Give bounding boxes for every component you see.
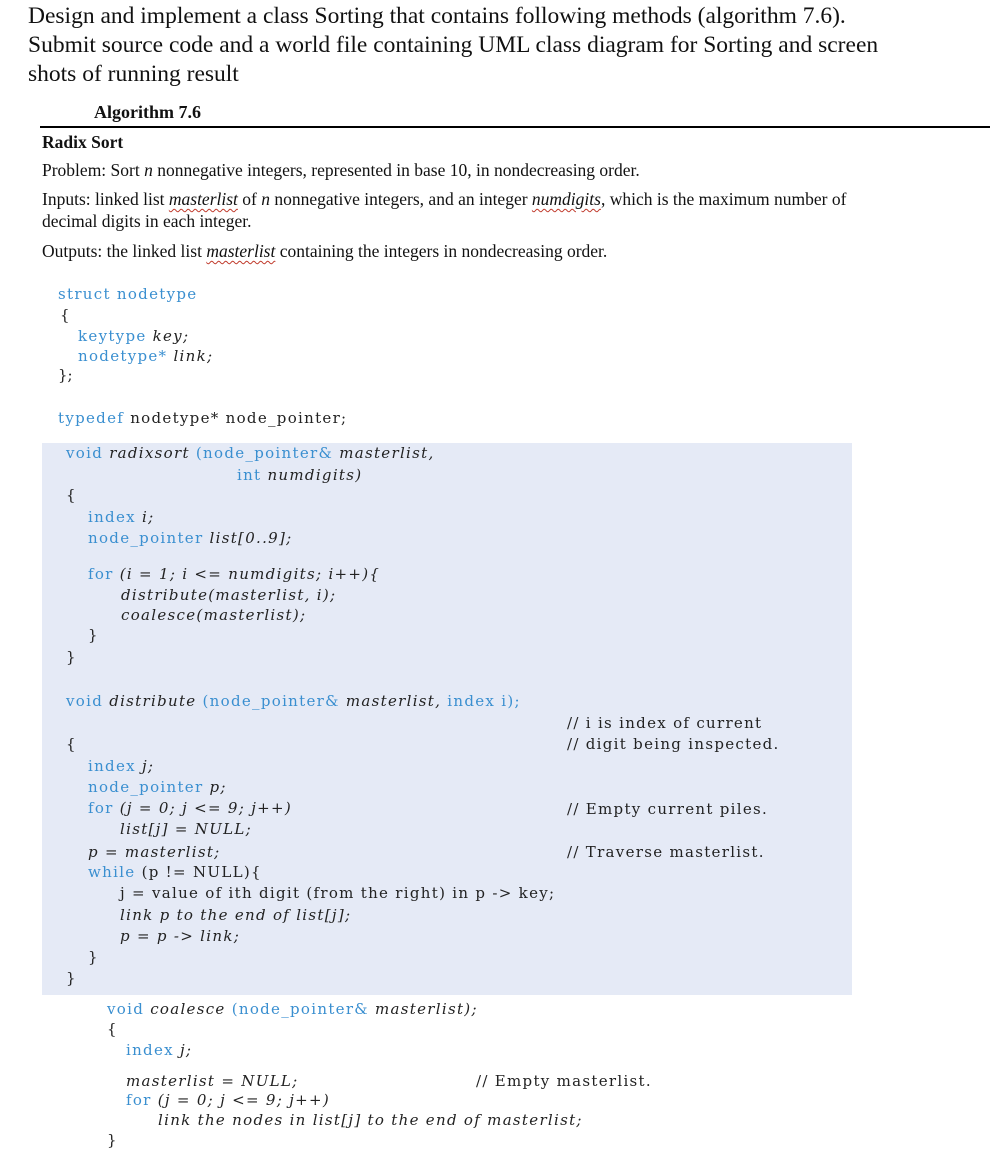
code-line: link the nodes in list[j] to the end of masterlist;	[158, 1111, 583, 1129]
struct-name: nodetype	[116, 285, 198, 303]
assignment-instructions	[28, 2, 988, 89]
kw-while: while	[88, 863, 136, 881]
kw-index: index	[126, 1041, 174, 1059]
code-line: masterlist = NULL;	[126, 1072, 299, 1090]
var-i: i;	[141, 508, 155, 526]
code-line	[88, 528, 293, 548]
code-line	[58, 284, 197, 304]
param-type: (node_pointer&	[202, 692, 340, 710]
problem-n: n	[144, 160, 153, 180]
kw-typedef: typedef	[58, 409, 125, 427]
code-line: j = value of ith digit (from the right) in p -> key;	[120, 884, 556, 902]
code-comment: // Traverse masterlist.	[567, 843, 765, 861]
outputs-text-b: containing the integers in nondecreasing order.	[275, 241, 608, 261]
fn-distribute: distribute	[109, 692, 197, 710]
for-header: (j = 0; j <= 9; j++)	[119, 799, 293, 817]
code-line: link p to the end of list[j];	[120, 906, 352, 924]
param-masterlist: masterlist);	[375, 1000, 478, 1018]
outputs-masterlist: masterlist	[206, 241, 276, 261]
inputs-text-c: nonnegative integers, and an integer	[270, 189, 532, 209]
problem-statement	[42, 159, 997, 181]
code-brace: }	[88, 948, 98, 966]
for-init: (i = 1;	[119, 565, 177, 583]
code-line	[58, 408, 347, 428]
code-brace: }	[66, 969, 76, 987]
problem-text-end: nonnegative integers, represented in base 10, in nondecreasing order.	[152, 160, 640, 180]
inputs-n: n	[261, 189, 270, 209]
inputs-text-line2: decimal digits in each integer.	[42, 211, 252, 231]
code-line	[237, 465, 362, 485]
param-numdigits: numdigits)	[267, 466, 363, 484]
kw-for: for	[88, 799, 114, 817]
inputs-text-d: , which is the maximum number of	[600, 189, 847, 209]
algorithm-caption: Algorithm 7.6	[94, 102, 201, 122]
code-line	[88, 756, 154, 776]
kw-node-pointer: node_pointer	[88, 778, 204, 796]
field-link: link;	[173, 347, 214, 365]
outputs-statement	[42, 240, 997, 262]
problem-text: Problem: Sort	[42, 160, 145, 180]
for-cond: i <= numdigits;	[182, 565, 323, 583]
code-comment: // i is index of current	[567, 714, 763, 732]
while-cond: (p != NULL){	[141, 863, 262, 881]
kw-index: index	[88, 508, 136, 526]
inputs-text: Inputs: linked list	[42, 189, 169, 209]
code-brace: {	[66, 735, 76, 753]
kw-void: void	[107, 1000, 145, 1018]
code-line	[78, 346, 213, 366]
var-list: list[0..9];	[209, 529, 293, 547]
instructions-line-1: Design and implement a class Sorting that contains following methods (algorithm 7.6).	[28, 3, 846, 29]
param-masterlist: masterlist,	[339, 444, 435, 462]
var-j: j;	[179, 1041, 193, 1059]
inputs-masterlist: masterlist	[168, 189, 238, 209]
param-index: index i);	[447, 692, 521, 710]
instructions-line-2: Submit source code and a world file containing UML class diagram for Sorting and screen	[28, 32, 879, 58]
kw-void: void	[66, 444, 104, 462]
code-line	[107, 999, 478, 1019]
for-header: (j = 0; j <= 9; j++)	[157, 1091, 331, 1109]
kw-index: index	[88, 757, 136, 775]
code-line	[126, 1090, 330, 1110]
kw-keytype: keytype	[78, 327, 147, 345]
code-line	[88, 777, 227, 797]
code-comment: // Empty masterlist.	[476, 1072, 652, 1090]
var-p: p;	[209, 778, 227, 796]
inputs-text-b: of	[237, 189, 262, 209]
caption-rule	[40, 126, 990, 128]
code-line	[78, 326, 189, 346]
code-comment: // Empty current piles.	[567, 800, 769, 818]
code-line	[88, 507, 154, 527]
inputs-statement	[42, 188, 997, 232]
for-step: i++){	[328, 565, 381, 583]
field-key: key;	[152, 327, 190, 345]
kw-void: void	[66, 692, 104, 710]
param-masterlist: masterlist,	[345, 692, 442, 710]
code-brace: {	[66, 486, 76, 504]
code-line	[66, 691, 521, 711]
code-line: p = p -> link;	[120, 927, 241, 945]
code-line: coalesce(masterlist);	[121, 606, 307, 624]
code-brace: };	[58, 366, 73, 384]
code-brace: {	[107, 1020, 117, 1038]
code-line: distribute(masterlist, i);	[121, 586, 337, 604]
inputs-numdigits: numdigits	[531, 189, 601, 209]
instructions-line-3: shots of running result	[28, 61, 239, 87]
code-brace: {	[60, 306, 70, 324]
code-brace: }	[88, 626, 98, 644]
code-line	[126, 1040, 192, 1060]
kw-int: int	[237, 466, 262, 484]
code-line: p = masterlist;	[88, 843, 221, 861]
code-comment: // digit being inspected.	[567, 735, 780, 753]
code-line	[88, 564, 380, 584]
algorithm-title: Radix Sort	[42, 132, 124, 152]
code-line	[66, 443, 435, 463]
typedef-rest: nodetype* node_pointer;	[130, 409, 348, 427]
outputs-text: Outputs: the linked list	[42, 241, 207, 261]
fn-radixsort: radixsort	[109, 444, 190, 462]
code-brace: }	[66, 648, 76, 666]
fn-coalesce: coalesce	[150, 1000, 226, 1018]
kw-nodetype: nodetype*	[78, 347, 168, 365]
kw-for: for	[88, 565, 114, 583]
code-line	[88, 862, 262, 882]
kw-node-pointer: node_pointer	[88, 529, 204, 547]
param-type: (node_pointer&	[195, 444, 334, 462]
param-type: (node_pointer&	[231, 1000, 369, 1018]
kw-for: for	[126, 1091, 152, 1109]
code-brace: }	[107, 1131, 117, 1149]
code-line	[88, 798, 292, 818]
var-j: j;	[141, 757, 155, 775]
kw-struct: struct	[58, 285, 111, 303]
code-line: list[j] = NULL;	[120, 820, 253, 838]
